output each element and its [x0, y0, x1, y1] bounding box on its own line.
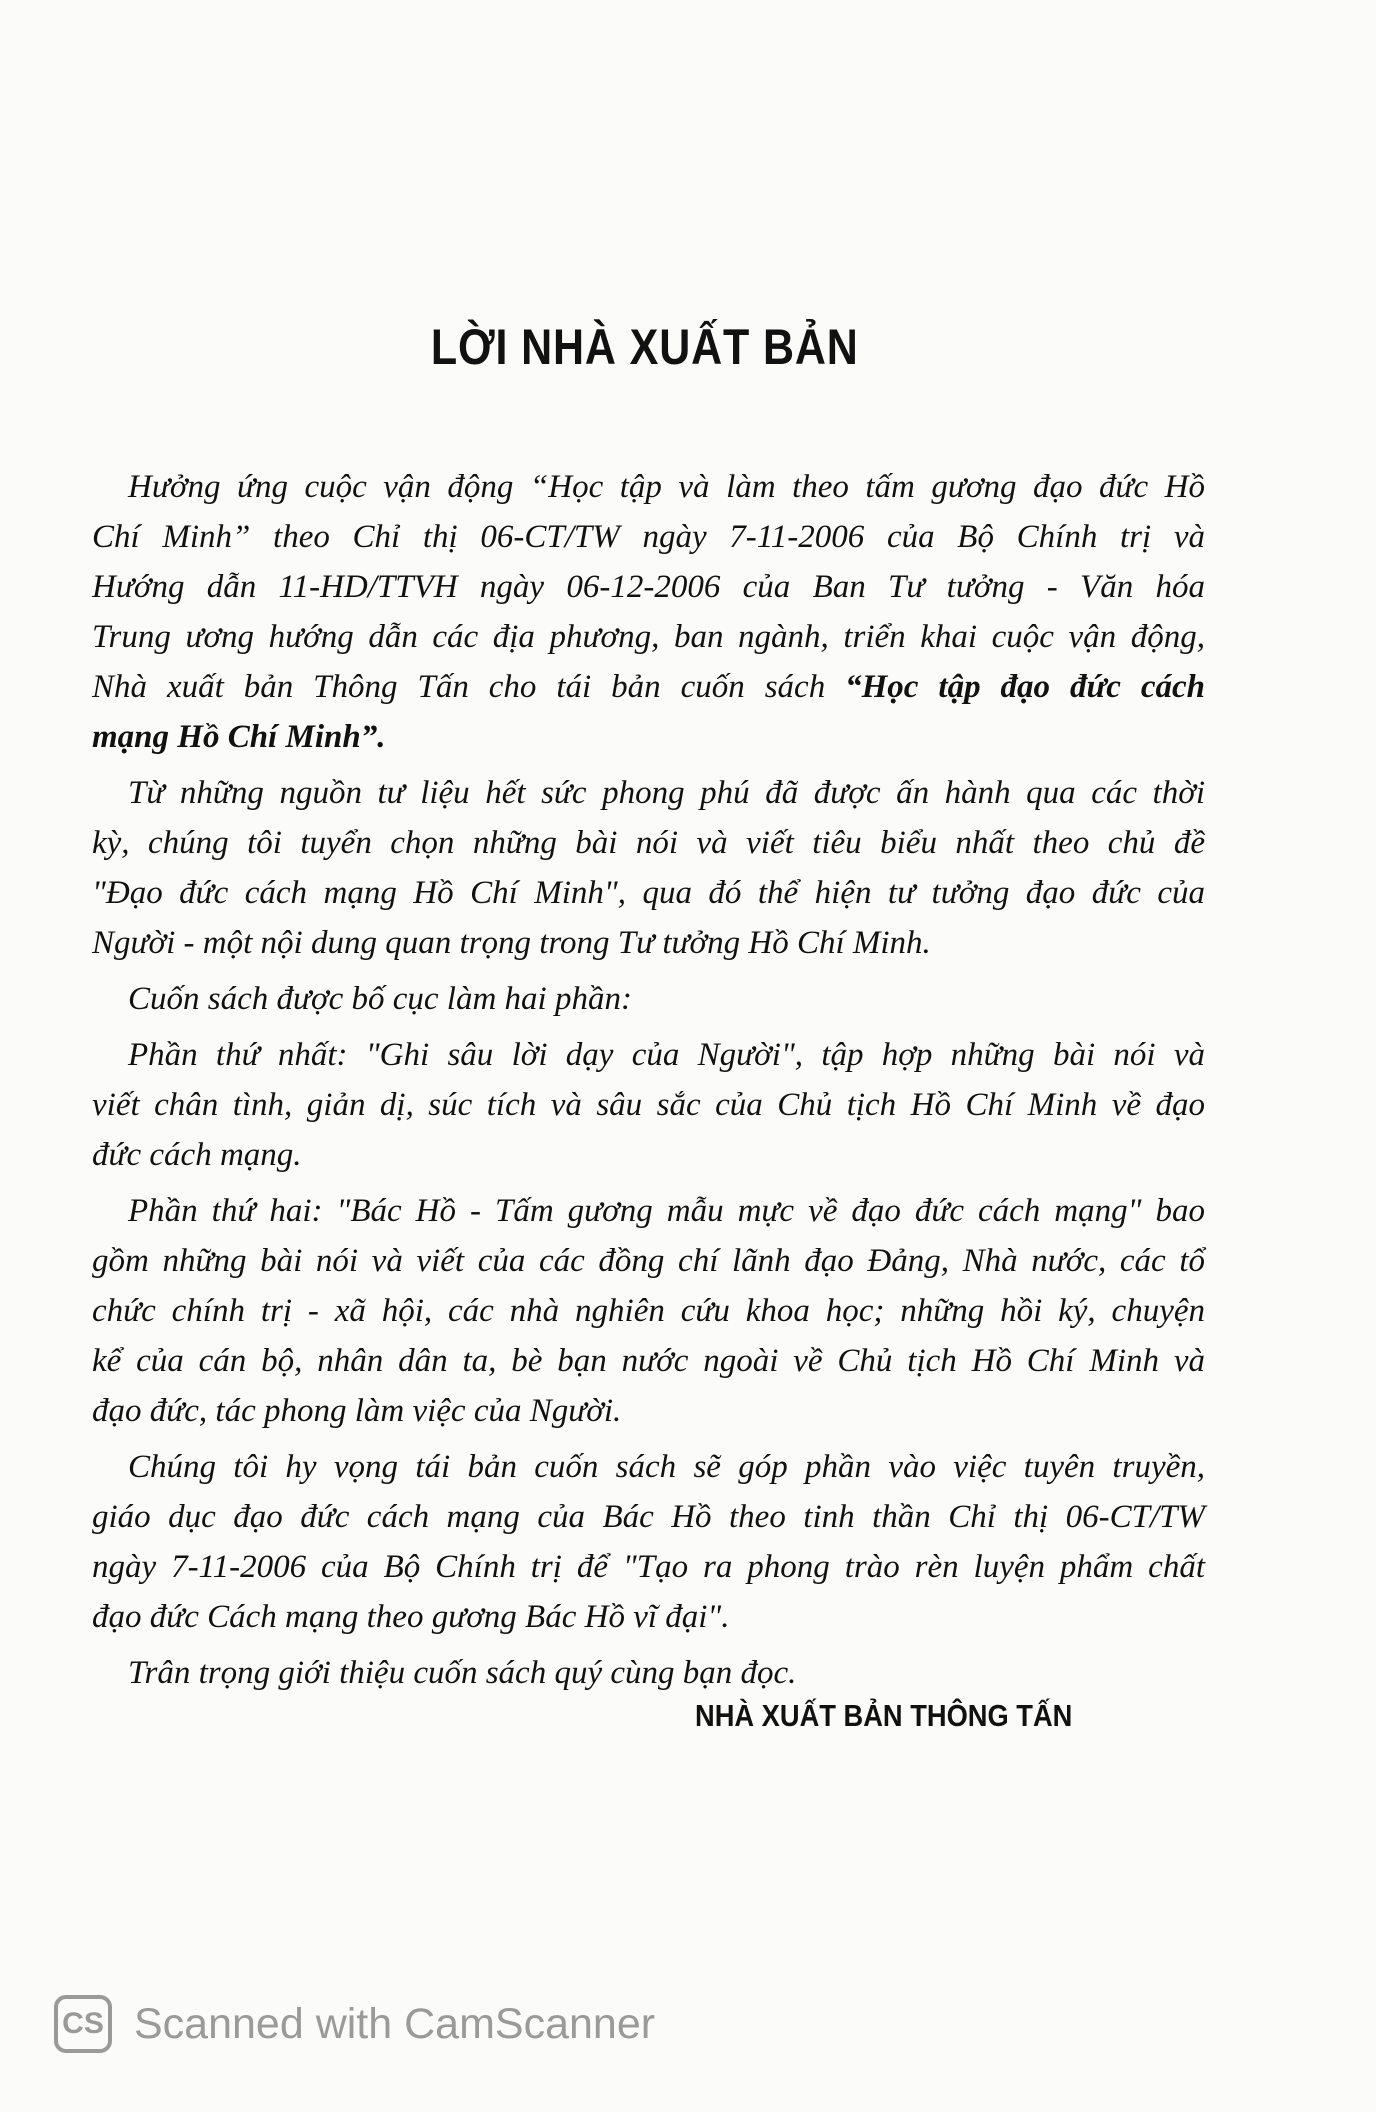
text-line: kỳ, chúng tôi tuyển chọn những bài nói và viết tiêu biểu nhất theo chủ đề: [92, 825, 1205, 861]
text-line: Nhà xuất bản Thông Tấn cho tái bản cuốn sách “Học tập đạo đức cách: [92, 669, 1205, 705]
text-line: Hướng dẫn 11-HD/TTVH ngày 06-12-2006 của Ban Tư tưởng - Văn hóa: [92, 569, 1205, 605]
paragraph: [92, 1030, 1205, 1180]
text-line: Người - một nội dung quan trọng trong Tư tưởng Hồ Chí Minh.: [92, 925, 931, 961]
book-title: “Học tập đạo đức cách: [845, 669, 1205, 705]
text-line: Cuốn sách được bố cục làm hai phần:: [128, 981, 632, 1017]
text-line: Phần thứ nhất: "Ghi sâu lời dạy của Người", tập hợp những bài nói và: [128, 1037, 1205, 1073]
paragraph: [92, 1186, 1205, 1436]
text-line: giáo dục đạo đức cách mạng của Bác Hồ theo tinh thần Chỉ thị 06-CT/TW: [92, 1499, 1205, 1535]
paragraph: [92, 462, 1205, 762]
watermark-text: Scanned with CamScanner: [134, 1999, 656, 2048]
page-title: [0, 318, 1290, 376]
publisher-signature: [695, 1698, 1124, 1734]
text-line: Hưởng ứng cuộc vận động “Học tập và làm theo tấm gương đạo đức Hồ: [128, 469, 1205, 505]
text-line: kể của cán bộ, nhân dân ta, bè bạn nước ngoài về Chủ tịch Hồ Chí Minh và: [92, 1343, 1205, 1379]
text-line: ngày 7-11-2006 của Bộ Chính trị để "Tạo ra phong trào rèn luyện phẩm chất: [92, 1549, 1205, 1585]
paragraph: [92, 1442, 1205, 1642]
text-line: Từ những nguồn tư liệu hết sức phong phú đã được ấn hành qua các thời: [128, 775, 1205, 811]
text-line: đức cách mạng.: [92, 1137, 302, 1173]
paragraph: [92, 768, 1205, 968]
text-line: "Đạo đức cách mạng Hồ Chí Minh", qua đó thể hiện tư tưởng đạo đức của: [92, 875, 1205, 911]
page-title-text: LỜI NHÀ XUẤT BẢN: [431, 319, 859, 375]
text-line: Trân trọng giới thiệu cuốn sách quý cùng bạn đọc.: [128, 1655, 797, 1691]
text-line: chức chính trị - xã hội, các nhà nghiên cứu khoa học; những hồi ký, chuyện: [92, 1293, 1205, 1329]
camscanner-watermark: [54, 1995, 655, 2053]
publisher-signature-text: NHÀ XUẤT BẢN THÔNG TẤN: [695, 1698, 1073, 1733]
text-line: gồm những bài nói và viết của các đồng chí lãnh đạo Đảng, Nhà nước, các tổ: [92, 1243, 1205, 1279]
text-line: Chí Minh” theo Chỉ thị 06-CT/TW ngày 7-11-2006 của Bộ Chính trị và: [92, 519, 1205, 555]
text-line: Phần thứ hai: "Bác Hồ - Tấm gương mẫu mực về đạo đức cách mạng" bao: [128, 1193, 1205, 1229]
text-line: mạng Hồ Chí Minh”.: [92, 719, 386, 755]
paragraph: [92, 974, 1205, 1024]
text-line: viết chân tình, giản dị, súc tích và sâu sắc của Chủ tịch Hồ Chí Minh về đạo: [92, 1087, 1205, 1123]
preface-body: [92, 462, 1205, 1704]
text-line: đạo đức Cách mạng theo gương Bác Hồ vĩ đại".: [92, 1599, 730, 1635]
text-line: Chúng tôi hy vọng tái bản cuốn sách sẽ góp phần vào việc tuyên truyền,: [128, 1449, 1205, 1485]
paragraph: [92, 1648, 1205, 1698]
camscanner-logo-icon: CS: [54, 1995, 112, 2053]
text-line: Trung ương hướng dẫn các địa phương, ban ngành, triển khai cuộc vận động,: [92, 619, 1205, 655]
text-line: đạo đức, tác phong làm việc của Người.: [92, 1393, 622, 1429]
